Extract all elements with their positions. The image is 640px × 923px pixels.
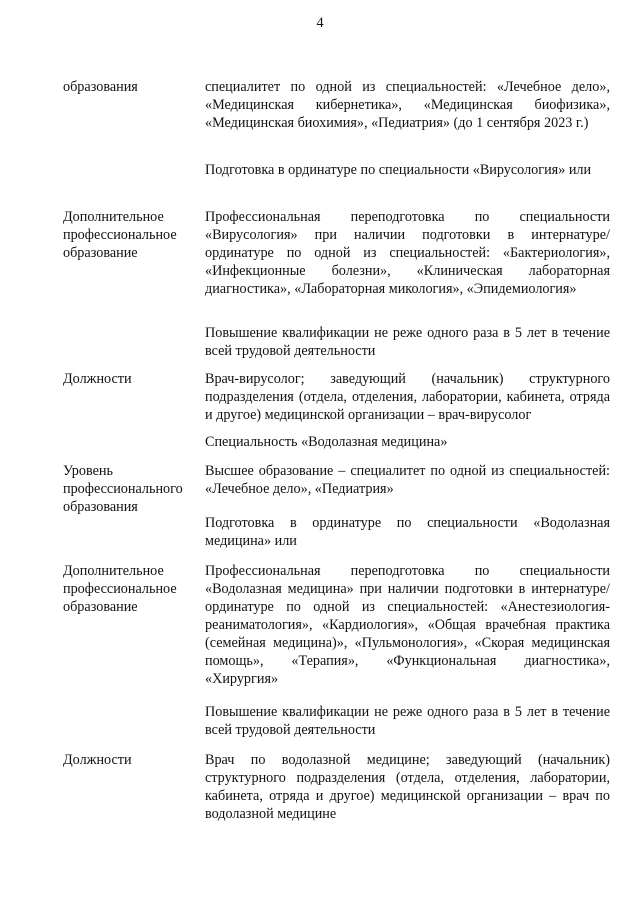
residency-diving-text: Подготовка в ординатуре по специальности «Водолазная медицина» или [205, 515, 610, 549]
row-label-additional-education-2: Дополнительное профессиональное образование [63, 563, 177, 615]
row-label-education-level: Уровень профессионального образования [63, 463, 183, 515]
positions-virology-text: Врач-вирусолог; заведующий (начальник) структурного подразделения (отдела, отделения, лаборатории, кабинета, отряда и другое) медицинской организации – врач-вирусолог [205, 371, 610, 423]
higher-education-text: Высшее образование – специалитет по одной из специальностей: «Лечебное дело», «Педиатрия» [205, 463, 610, 497]
positions-diving-text: Врач по водолазной медицине; заведующий (начальник) структурного подразделения (отдела, отделения, лаборатории, кабинета, отряда и другое) медицинской организации – врач по водолазной медицине [205, 752, 610, 822]
education-specialties-text: специалитет по одной из специальностей: «Лечебное дело», «Медицинская кибернетика», «Медицинская биофизика», «Медицинская биохимия», «Педиатрия» (до 1 сентября 2023 г.) [205, 79, 610, 131]
page-number: 4 [316, 15, 324, 31]
row-label-education: образования [63, 79, 138, 95]
row-label-positions-2: Должности [63, 752, 132, 768]
qualification-upgrade-text-2: Повышение квалификации не реже одного раза в 5 лет в течение всей трудовой деятельности [205, 704, 610, 738]
retraining-virology-text: Профессиональная переподготовка по специальности «Вирусология» при наличии подготовки в интернатуре/ординатуре по одной из специальностей: «Бактериология», «Инфекционные болезни», «Клиническая лабораторная диагностика», «Лабораторная микология», «Эпидемиология» [205, 209, 610, 297]
specialty-heading: Специальность «Водолазная медицина» [205, 434, 448, 450]
row-label-additional-education: Дополнительное профессиональное образование [63, 209, 177, 261]
qualification-upgrade-text: Повышение квалификации не реже одного раза в 5 лет в течение всей трудовой деятельности [205, 325, 610, 359]
residency-virology-text: Подготовка в ординатуре по специальности «Вирусология» или [205, 162, 592, 178]
retraining-diving-text: Профессиональная переподготовка по специальности «Водолазная медицина» при наличии подготовки в интернатуре/ординатуре по одной из специальностей: «Анестезиология-реаниматология», «Кардиология», «Общая врачебная практика (семейная медицина)», «Пульмонология», «Скорая медицинская помощь», «Терапия», «Функциональная диагностика», «Хирургия» [205, 563, 610, 687]
row-label-positions: Должности [63, 371, 132, 387]
